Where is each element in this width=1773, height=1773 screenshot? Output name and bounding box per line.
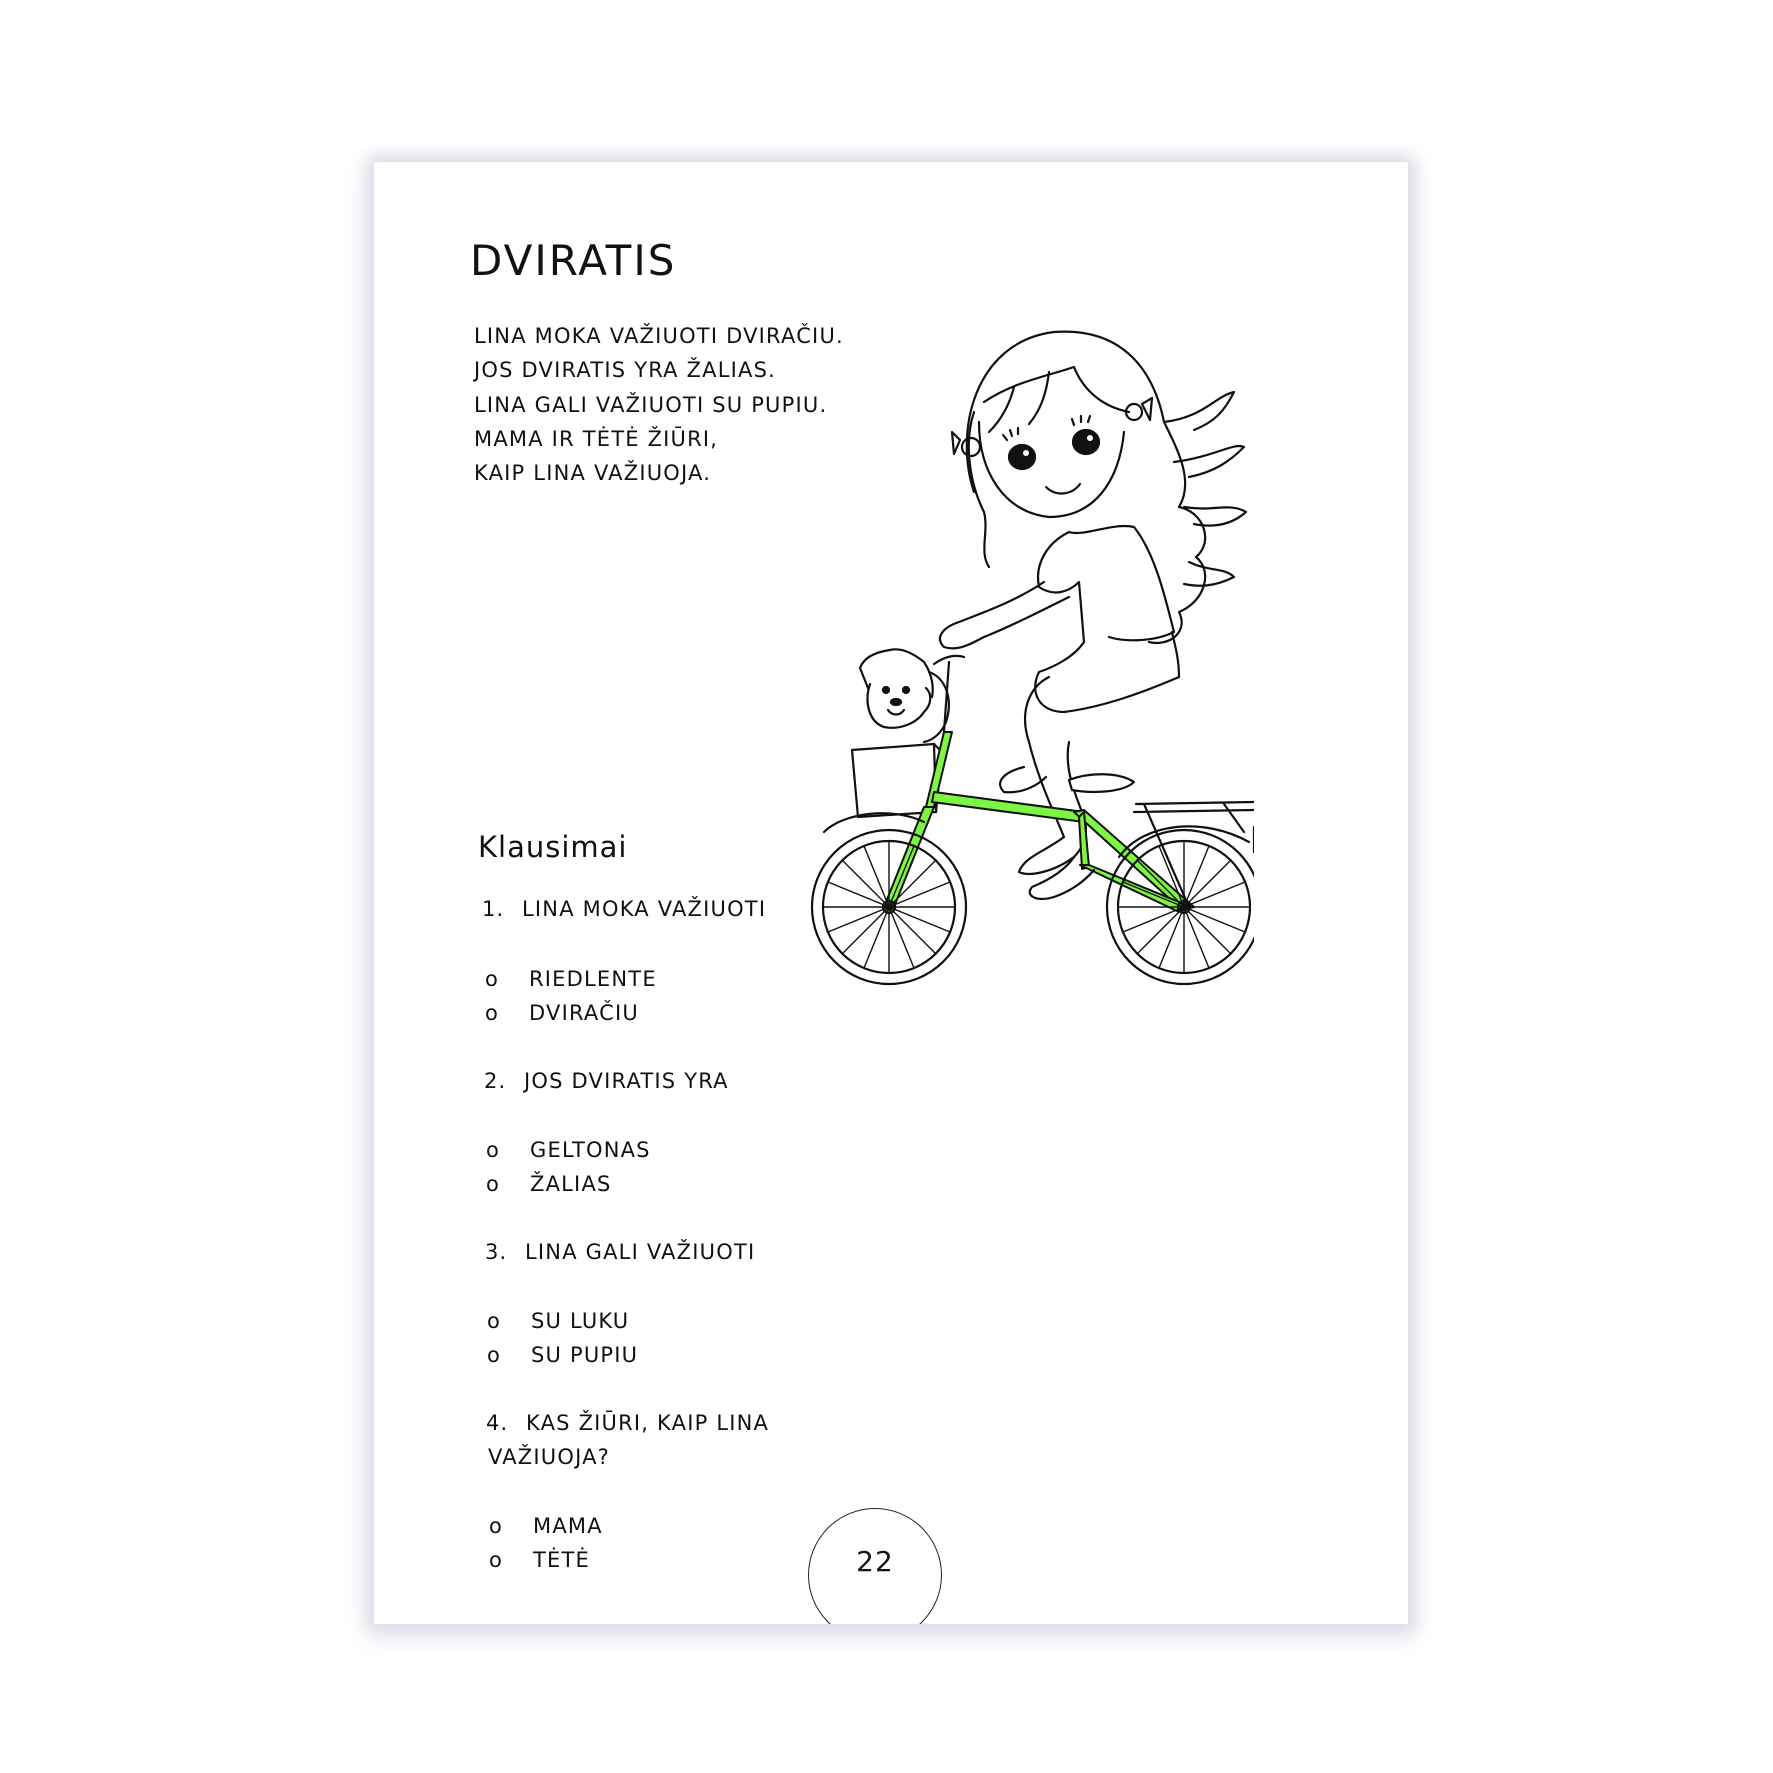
option-circle-icon[interactable]: o	[486, 1172, 501, 1196]
option-label: DVIRAČIU	[529, 1001, 639, 1025]
page-title: DVIRATIS	[470, 236, 677, 285]
option-circle-icon[interactable]: o	[487, 1309, 502, 1333]
option-label: SU PUPIU	[531, 1343, 639, 1367]
answer-option[interactable]	[483, 1001, 639, 1025]
option-label: RIEDLENTE	[529, 967, 657, 991]
option-label: TĖTĖ	[533, 1548, 590, 1572]
question-2	[484, 1069, 729, 1093]
girl-riding-bicycle-illustration	[784, 312, 1254, 1112]
page-number-circle	[808, 1508, 942, 1624]
story-line: MAMA IR TĖTĖ ŽIŪRI,	[474, 426, 719, 451]
question-text: KAS ŽIŪRI, KAIP LINA	[526, 1411, 770, 1435]
answer-option[interactable]	[487, 1514, 603, 1538]
question-4	[486, 1411, 769, 1435]
answer-option[interactable]	[484, 1172, 612, 1196]
question-number: 4.	[486, 1411, 509, 1435]
page-number: 22	[856, 1545, 894, 1578]
story-line: LINA MOKA VAŽIUOTI DVIRAČIU.	[474, 324, 844, 348]
answer-option[interactable]	[483, 967, 657, 991]
question-4-continued: VAŽIUOJA?	[488, 1445, 611, 1469]
option-label: MAMA	[533, 1514, 603, 1538]
answer-option[interactable]	[485, 1309, 629, 1333]
question-text: JOS DVIRATIS YRA	[524, 1069, 729, 1093]
questions-heading: Klausimai	[478, 830, 628, 864]
question-text: LINA MOKA VAŽIUOTI	[522, 897, 767, 921]
option-circle-icon[interactable]: o	[486, 1138, 501, 1162]
story-line: KAIP LINA VAŽIUOJA.	[474, 461, 712, 486]
option-label: ŽALIAS	[530, 1172, 612, 1196]
question-number: 2.	[484, 1069, 507, 1093]
question-3	[485, 1240, 755, 1264]
story-line: LINA GALI VAŽIUOTI SU PUPIU.	[474, 392, 828, 417]
option-label: GELTONAS	[530, 1138, 651, 1162]
option-circle-icon[interactable]: o	[489, 1514, 504, 1538]
question-number: 1.	[482, 897, 505, 921]
question-text: LINA GALI VAŽIUOTI	[525, 1240, 756, 1264]
story-line: JOS DVIRATIS YRA ŽALIAS.	[474, 358, 777, 383]
question-1	[482, 897, 766, 921]
option-circle-icon[interactable]: o	[485, 1001, 500, 1025]
option-circle-icon[interactable]: o	[487, 1343, 502, 1367]
option-label: SU LUKU	[531, 1309, 630, 1333]
answer-option[interactable]	[487, 1548, 590, 1572]
option-circle-icon[interactable]: o	[485, 967, 500, 991]
question-number: 3.	[485, 1240, 508, 1264]
answer-option[interactable]	[485, 1343, 638, 1367]
option-circle-icon[interactable]: o	[489, 1548, 504, 1572]
workbook-page	[374, 162, 1408, 1624]
answer-option[interactable]	[484, 1138, 651, 1162]
